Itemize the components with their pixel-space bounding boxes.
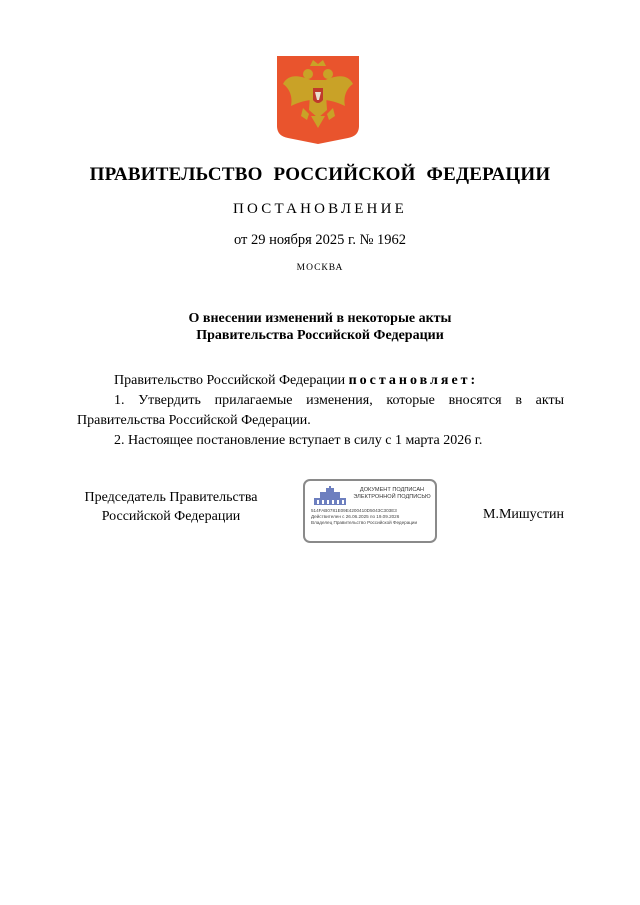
subject-line-2: Правительства Российской Федерации: [196, 328, 444, 343]
stamp-header-line-2: ЭЛЕКТРОННОЙ ПОДПИСЬЮ: [353, 494, 431, 500]
date-and-number: от 29 ноября 2025 г. № 1962: [233, 232, 407, 248]
intro-paragraph: [77, 371, 564, 391]
signer-position-line-2: Российской Федерации: [101, 509, 241, 524]
stamp-validity: Действителен с 26.06.2025 по 19.09.2026: [311, 514, 400, 519]
government-title: ПРАВИТЕЛЬСТВО РОССИЙСКОЙ ФЕДЕРАЦИИ: [89, 164, 551, 185]
item-1-paragraph: 1. Утвердить прилагаемые изменения, которые вносятся в акты Правительства Российской Федерации.: [77, 393, 564, 428]
stamp-details: [311, 508, 435, 526]
document-body: [77, 371, 564, 451]
signer-name: М.Мишустин: [483, 507, 564, 522]
coat-of-arms-emblem: [277, 56, 359, 144]
intro-action: постановляет:: [348, 373, 479, 388]
document-subject: [0, 310, 640, 344]
electronic-signature-stamp: [303, 479, 437, 543]
intro-text: Правительство Российской Федерации: [114, 373, 349, 388]
subject-line-1: О внесении изменений в некоторые акты: [188, 311, 452, 326]
government-building-icon: [313, 486, 347, 506]
stamp-header: [349, 487, 435, 501]
signer-position-line-1: Председатель Правительства: [84, 490, 258, 505]
city: МОСКВА: [296, 263, 344, 273]
signer-position: [64, 488, 278, 526]
stamp-certificate: 514FAB0781E09E4200410D5043C303E3: [311, 508, 397, 513]
document-type: ПОСТАНОВЛЕНИЕ: [233, 201, 407, 217]
stamp-owner: Владелец Правительство Российской Федерации: [311, 520, 418, 525]
item-2-paragraph: 2. Настоящее постановление вступает в силу с 1 марта 2026 г.: [114, 433, 483, 448]
stamp-header-line-1: ДОКУМЕНТ ПОДПИСАН: [359, 487, 425, 493]
